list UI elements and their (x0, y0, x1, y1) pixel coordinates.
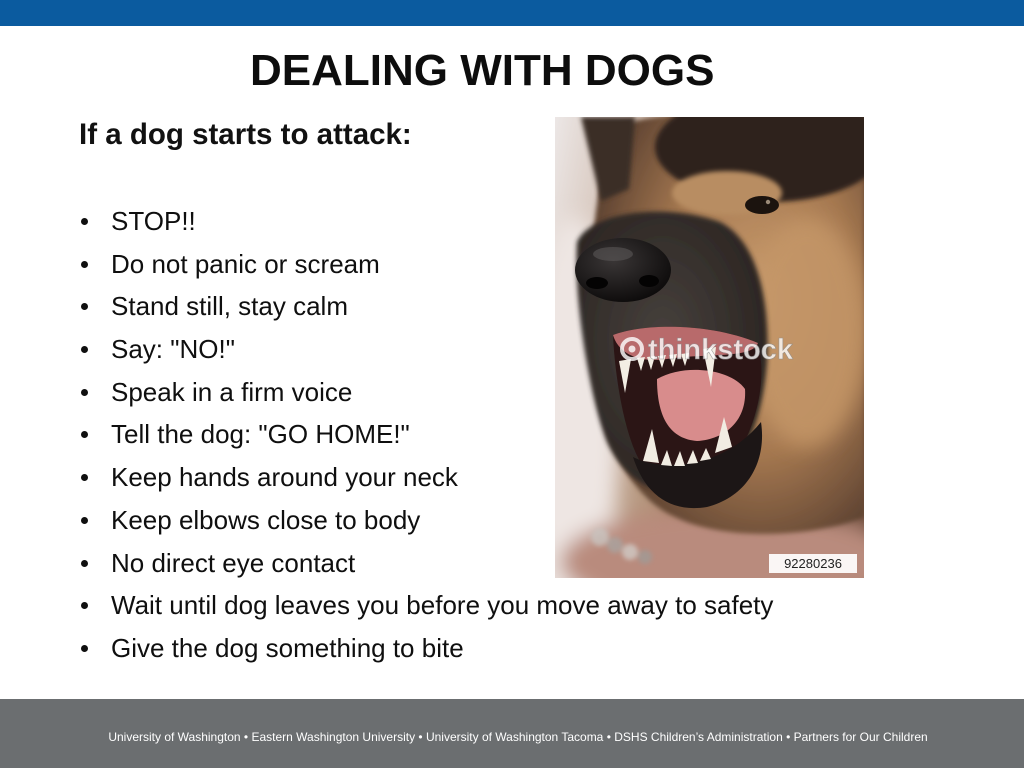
bullet-marker (81, 602, 88, 609)
bullet-text: Stand still, stay calm (111, 291, 348, 322)
dog-nose (575, 238, 671, 302)
dog-eye-highlight (766, 200, 770, 204)
collar-link (607, 537, 623, 553)
slide-subtitle: If a dog starts to attack: (79, 118, 412, 151)
bullet-text: No direct eye contact (111, 547, 356, 578)
bullet-marker (81, 517, 88, 524)
bullet-marker (81, 431, 88, 438)
bullet-text: Give the dog something to bite (111, 632, 464, 663)
bullet-marker (81, 346, 88, 353)
footer (0, 699, 1024, 768)
collar-link (591, 528, 609, 546)
bullet-marker (81, 645, 88, 652)
watermark-text: thinkstock (648, 334, 794, 366)
footer-partners-text: University of Washington • Eastern Washington University • University of Washington Tacoma • DSHS Children’s Administration • Partners for Our Children (108, 730, 928, 744)
bullet-item (79, 584, 839, 627)
watermark-logo (622, 334, 794, 366)
bullet-text: Keep hands around your neck (111, 462, 458, 493)
bullet-text: Speak in a firm voice (111, 376, 353, 407)
bullet-text: STOP!! (111, 206, 196, 236)
dog-nostril-right (639, 275, 659, 287)
collar-link (622, 544, 638, 560)
bullet-marker (81, 261, 88, 268)
dog-photo-illustration (555, 117, 864, 578)
bullet-text: Do not panic or scream (111, 248, 380, 279)
bullet-marker (81, 389, 88, 396)
top-accent-bar (0, 0, 1024, 26)
dog-nose-highlight (593, 247, 633, 261)
bullet-text: Keep elbows close to body (111, 504, 421, 535)
dog-eye (745, 196, 779, 214)
bullet-text: Wait until dog leaves you before you move away to safety (111, 590, 774, 621)
collar-link (638, 550, 652, 564)
slide-title: DEALING WITH DOGS (250, 46, 715, 95)
bullet-text: Say: "NO!" (111, 334, 235, 365)
dog-nostril-left (586, 277, 608, 289)
bullet-marker (81, 218, 88, 225)
bullet-item (79, 627, 839, 670)
stock-id: 92280236 (784, 556, 842, 571)
bullet-marker (81, 303, 88, 310)
dog-photo (555, 117, 864, 578)
bullet-text: Tell the dog: "GO HOME!" (111, 419, 410, 450)
watermark-logo-dot (629, 346, 636, 353)
bullet-marker (81, 560, 88, 567)
bullet-marker (81, 474, 88, 481)
